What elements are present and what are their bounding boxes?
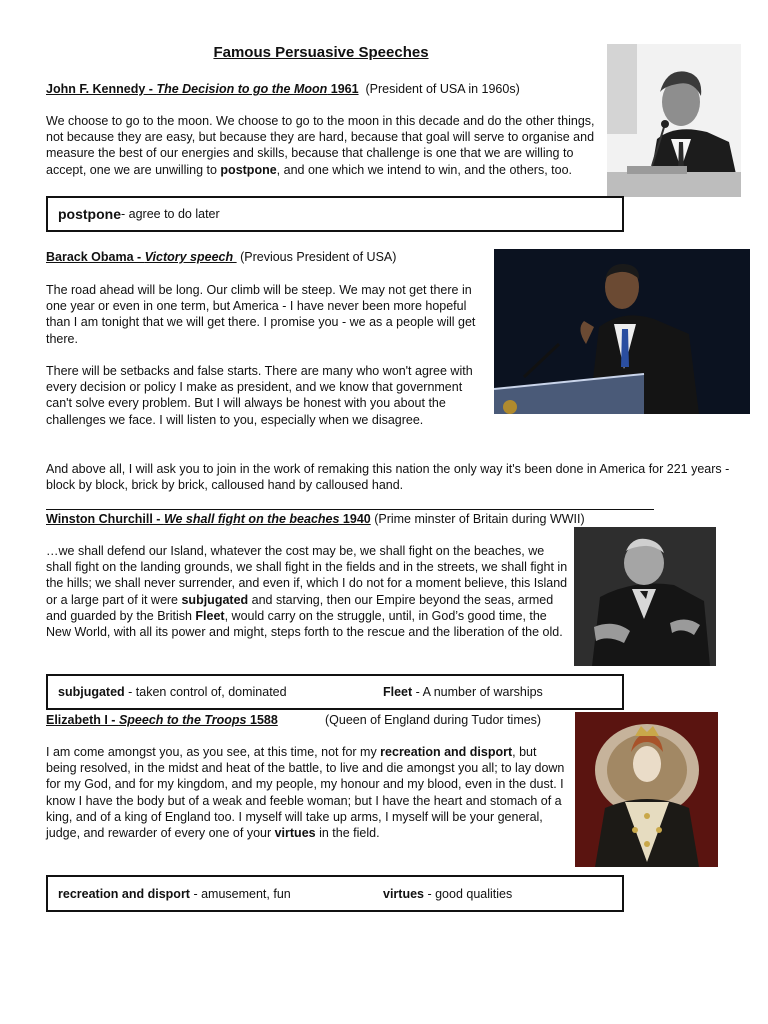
elizabeth-heading (46, 712, 278, 728)
obama-role: (Previous President of USA) (240, 250, 397, 264)
section-divider (46, 509, 654, 510)
churchill-speech-text: …we shall defend our Island, whatever the cost may be, we shall fight on the beaches, we shall fight on the landing grounds, we shall fight in the fields and in the streets, we shall fight in the hills; we shall never surrender, and even if, which I do not for a moment believe, this Island or a large part of it were subjugated and starving, then our Empire beyond the seas, armed and guarded by the British Fleet, would carry on the struggle, until, in God’s good time, the New World, with all its power and might, steps forth to the rescue and the liberation of the old. (46, 544, 568, 640)
churchill-role: (Prime minster of Britain during WWII) (374, 512, 585, 526)
obama-paragraph-3: And above all, I will ask you to join in the work of remaking this nation the only way it's been done in America for 221 years - block by block, brick by brick, calloused hand by calloused hand. (46, 462, 730, 493)
churchill-portrait-image (574, 527, 716, 666)
page-title: Famous Persuasive Speeches (213, 44, 429, 61)
elizabeth-name: Elizabeth I - Speech to the Troops 1588 (46, 713, 278, 727)
vocab-definition: - agree to do later (121, 207, 220, 221)
vocab-term: subjugated (58, 685, 125, 699)
elizabeth-speech-text: I am come amongst you, as you see, at this time, not for my recreation and disport, but being resolved, in the midst and heat of the battle, to live and die amongst you all; to lay down for my God, and for my kingdom, and my people, my honour and my blood, even in the dust. I know I have the body but of a weak and feeble woman; but I have the heart and stomach of a king, and of a king of England too. I myself will take up arms, I myself will be your general, judge, and rewarder of every one of your virtues in the field. (46, 745, 565, 841)
elizabeth-portrait-image (575, 712, 718, 867)
obama-paragraph-1: The road ahead will be long. Our climb will be steep. We may not get there in one year or even in one term, but America - I have never been more hopeful than I am tonight that we will get there. I promise you - we as a people will get there. (46, 283, 476, 346)
kennedy-portrait-image (607, 44, 741, 197)
obama-photo (494, 249, 750, 414)
churchill-name: Winston Churchill - We shall fight on the beaches 1940 (46, 512, 371, 526)
elizabeth-photo (575, 712, 718, 867)
vocab-term: virtues (383, 886, 424, 901)
vocab-box-recreation-virtues (46, 875, 624, 912)
kennedy-speech-text: We choose to go to the moon. We choose to go to the moon in this decade and do the other things, not because they are easy, but because they are hard, because that goal will serve to organise and measure the best of our energies and skills, because that challenge is one that we are willing to accept, one we are unwilling to postpone, and one which we intend to win, and the others, too. (46, 114, 595, 177)
kennedy-heading (46, 81, 520, 97)
vocab-definition: - good qualities (424, 886, 513, 901)
kennedy-photo (607, 44, 741, 197)
vocab-definition: - A number of warships (412, 685, 543, 699)
vocab-box-postpone (46, 196, 624, 232)
vocab-term: Fleet (383, 685, 413, 699)
kennedy-role: (President of USA in 1960s) (365, 82, 520, 96)
churchill-heading (46, 511, 585, 527)
elizabeth-role: (Queen of England during Tudor times) (325, 713, 542, 727)
obama-name: Barack Obama - Victory speech (46, 250, 237, 264)
churchill-photo (574, 527, 716, 666)
obama-heading (46, 249, 396, 265)
kennedy-name: John F. Kennedy - The Decision to go the Moon 1961 (46, 82, 359, 96)
obama-portrait-image (494, 249, 750, 414)
vocab-term: postpone (58, 206, 121, 222)
vocab-box-subjugated-fleet (46, 674, 624, 710)
vocab-definition: - amusement, fun (189, 886, 291, 901)
vocab-definition: - taken control of, dominated (124, 685, 287, 699)
vocab-term: recreation and disport (58, 886, 190, 901)
obama-paragraph-2: There will be setbacks and false starts. There are many who won't agree with every decision or policy I make as president, and we know that government can't solve every problem. But I will always be honest with you about the challenges we face. I will listen to you, especially when we disagree. (46, 364, 473, 427)
